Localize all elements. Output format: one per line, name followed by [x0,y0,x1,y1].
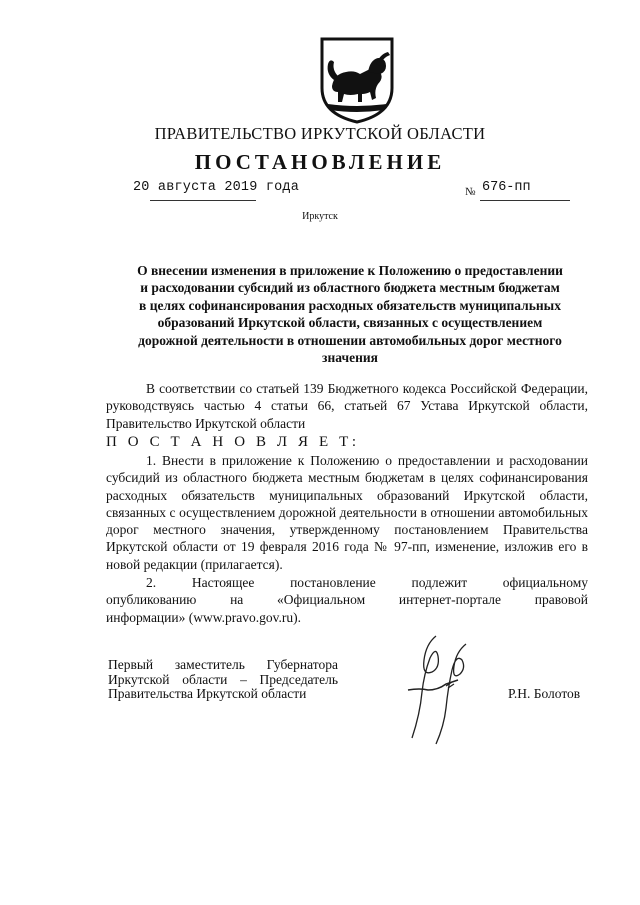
document-number: 676-пп [482,180,531,195]
preamble-paragraph: В соответствии со статьей 139 Бюджетного кодекса Российской Федерации, руководствуясь частью 4 статьи 66, статьей 67 Устава Иркутской области, Правительство Иркутской области [106,381,588,431]
heading-line: в целях софинансирования расходных обязательств муниципальных [139,297,561,313]
coat-of-arms-icon [318,36,396,124]
heading-line: дорожной деятельности в отношении автомобильных дорог местного [138,332,562,348]
government-title: ПРАВИТЕЛЬСТВО ИРКУТСКОЙ ОБЛАСТИ [154,124,486,143]
item-2-line: опубликованию на «Официальном интернет-портале правовой [106,592,588,608]
heading-line: и расходовании субсидий из областного бюджета местным бюджетам [140,280,560,296]
item-1-paragraph: 1. Внести в приложение к Положению о предоставлении и расходовании субсидий из областного бюджета местным бюджетам в целях софинансирования расходных обязательств муниципальных образований Иркутской области, связанных с осуществлением дорожной деятельности в отношении автомобильных дорог местного значения, утвержденному постановлением Правительства Иркутской области от 19 февраля 2016 года № 97-пп, изменение, изложив его в новой редакции (прилагается). [106,453,588,572]
document-heading [104,262,596,366]
number-underline [480,200,570,201]
document-type: ПОСТАНОВЛЕНИЕ [194,150,446,174]
date-underline [150,200,256,201]
item-2-paragraph [106,574,588,626]
signatory-position [108,658,338,702]
heading-line: образований Иркутской области, связанных с осуществлением [157,315,543,331]
position-line: Первый заместитель Губернатора [108,657,338,672]
signer-name: Р.Н. Болотов [508,686,581,701]
city: Иркутск [302,211,338,222]
decree-word: П О С Т А Н О В Л Я Е Т: [106,434,360,450]
heading-line: О внесении изменения в приложение к Положению о предоставлении [137,263,563,278]
position-line: Иркутской области – Председатель [108,671,338,687]
document-date: 20 августа 2019 года [133,180,300,195]
position-line: Правительства Иркутской области [108,686,307,701]
number-sign: № [465,186,476,198]
item-2-line: 2. Настоящее постановление подлежит официальному [146,575,588,590]
item-2-line: информации» (www.pravo.gov.ru). [106,609,301,625]
handwritten-signature [402,630,484,748]
heading-line: значения [322,350,378,366]
